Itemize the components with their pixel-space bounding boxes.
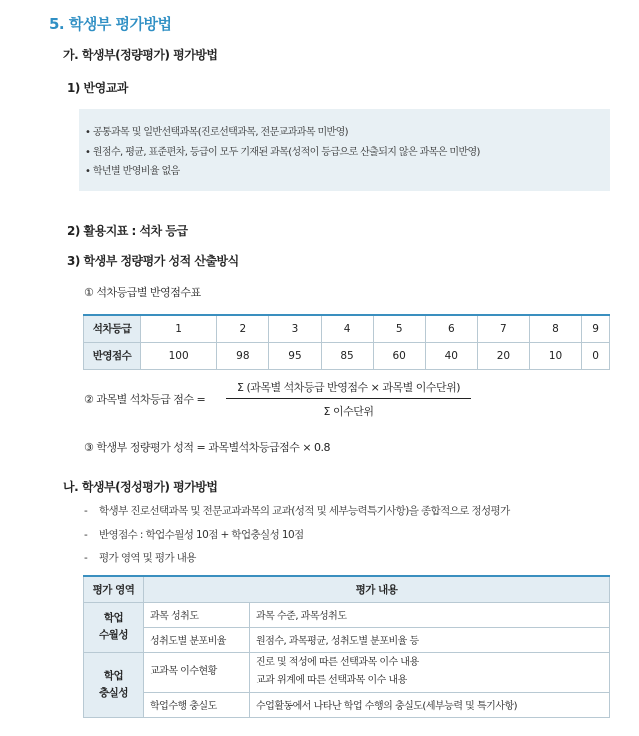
sub1-title: 1) 반영교과 [67,81,128,95]
table-row [84,342,610,369]
dash-item [84,550,196,565]
score-cell: 10 [529,342,581,369]
score-cell: 85 [321,342,373,369]
category-line: 학업 [103,669,124,682]
table-row [84,627,610,652]
grade-cell: 3 [269,315,321,342]
dash-item [84,527,304,542]
grade-cell: 1 [141,315,217,342]
grade-score-table [83,314,610,370]
score-cell: 20 [477,342,529,369]
circle3-text: ③ 학생부 정량평가 성적 = 과목별석차등급점수 × 0.8 [84,441,331,454]
grade-cell: 4 [321,315,373,342]
grade-cell: 7 [477,315,529,342]
part-na-title: 나. 학생부(정성평가) 평가방법 [63,480,218,494]
grade-row-header: 석차등급 [84,315,141,342]
category-line: 수월성 [99,629,128,641]
sub-area-cell: 과목 성취도 [144,602,250,627]
dash-text: 평가 영역 및 평가 내용 [99,552,196,564]
dash-mark: - [84,552,88,564]
grade-cell: 2 [217,315,269,342]
dash-text: 반영점수 : 학업수월성 10점 + 학업충실성 10점 [99,529,304,541]
header-content: 평가 내용 [144,576,610,602]
content-cell: 수업활동에서 나타난 학업 수행의 충실도(세부능력 및 특기사항) [250,692,610,717]
dash-mark: - [84,505,88,517]
content-line: 교과 위계에 따른 선택과목 이수 내용 [256,675,407,686]
grade-cell: 5 [373,315,425,342]
table-header-row [84,576,610,602]
category-line: 학업 [103,612,124,624]
content-cell: 과목 수준, 과목성취도 [250,602,610,627]
sub-area-cell: 교과목 이수현황 [144,652,250,692]
grade-cell: 8 [529,315,581,342]
header-area: 평가 영역 [84,576,144,602]
table-row [84,652,610,692]
score-cell: 100 [141,342,217,369]
notes-box [79,109,610,191]
sub3-title: 3) 학생부 정량평가 성적 산출방식 [67,254,239,268]
score-cell: 95 [269,342,321,369]
category-excellence [84,602,144,652]
grade-cell: 9 [582,315,610,342]
score-cell: 60 [373,342,425,369]
table-row [84,602,610,627]
table-row [84,692,610,717]
dash-text: 학생부 진로선택과목 및 전문교과과목의 교과(성적 및 세부능력특기사항)을 종합적으로 정성평가 [99,505,510,517]
content-line: 진로 및 적성에 따른 선택과목 이수 내용 [256,657,419,668]
evaluation-table [83,575,610,718]
note-item: • 원점수, 평균, 표준편차, 등급이 모두 기재된 과목(성적이 등급으로 산출되지 않은 과목은 미반영) [85,146,480,158]
dash-mark: - [84,529,88,541]
sub2-title: 2) 활용지표 : 석차 등급 [67,224,188,238]
category-line: 충실성 [99,686,128,699]
part-ga-title: 가. 학생부(정량평가) 평가방법 [63,48,218,62]
note-item: • 학년별 반영비율 없음 [85,166,180,177]
note-item: • 공통과목 및 일반선택과목(진로선택과목, 전문교과과목 미반영) [85,127,348,138]
section-title: 5. 학생부 평가방법 [49,15,172,33]
score-row-header: 반영점수 [84,342,141,369]
grade-cell: 6 [425,315,477,342]
dash-item [84,503,510,518]
circle1-title: ① 석차등급별 반영점수표 [84,286,201,299]
formula-denominator: Σ 이수단위 [323,405,374,418]
table-row [84,315,610,342]
content-cell [250,652,610,692]
content-cell: 원점수, 과목평균, 성취도별 분포비율 등 [250,627,610,652]
sub-area-cell: 성취도별 분포비율 [144,627,250,652]
category-fidelity [84,652,144,717]
circle2-label: ② 과목별 석차등급 점수 = [84,393,206,406]
score-cell: 0 [582,342,610,369]
score-cell: 40 [425,342,477,369]
formula-numerator: Σ (과목별 석차등급 반영점수 × 과목별 이수단위) [226,379,471,399]
score-cell: 98 [217,342,269,369]
formula-fraction [226,379,471,419]
sub-area-cell: 학업수행 충실도 [144,692,250,717]
